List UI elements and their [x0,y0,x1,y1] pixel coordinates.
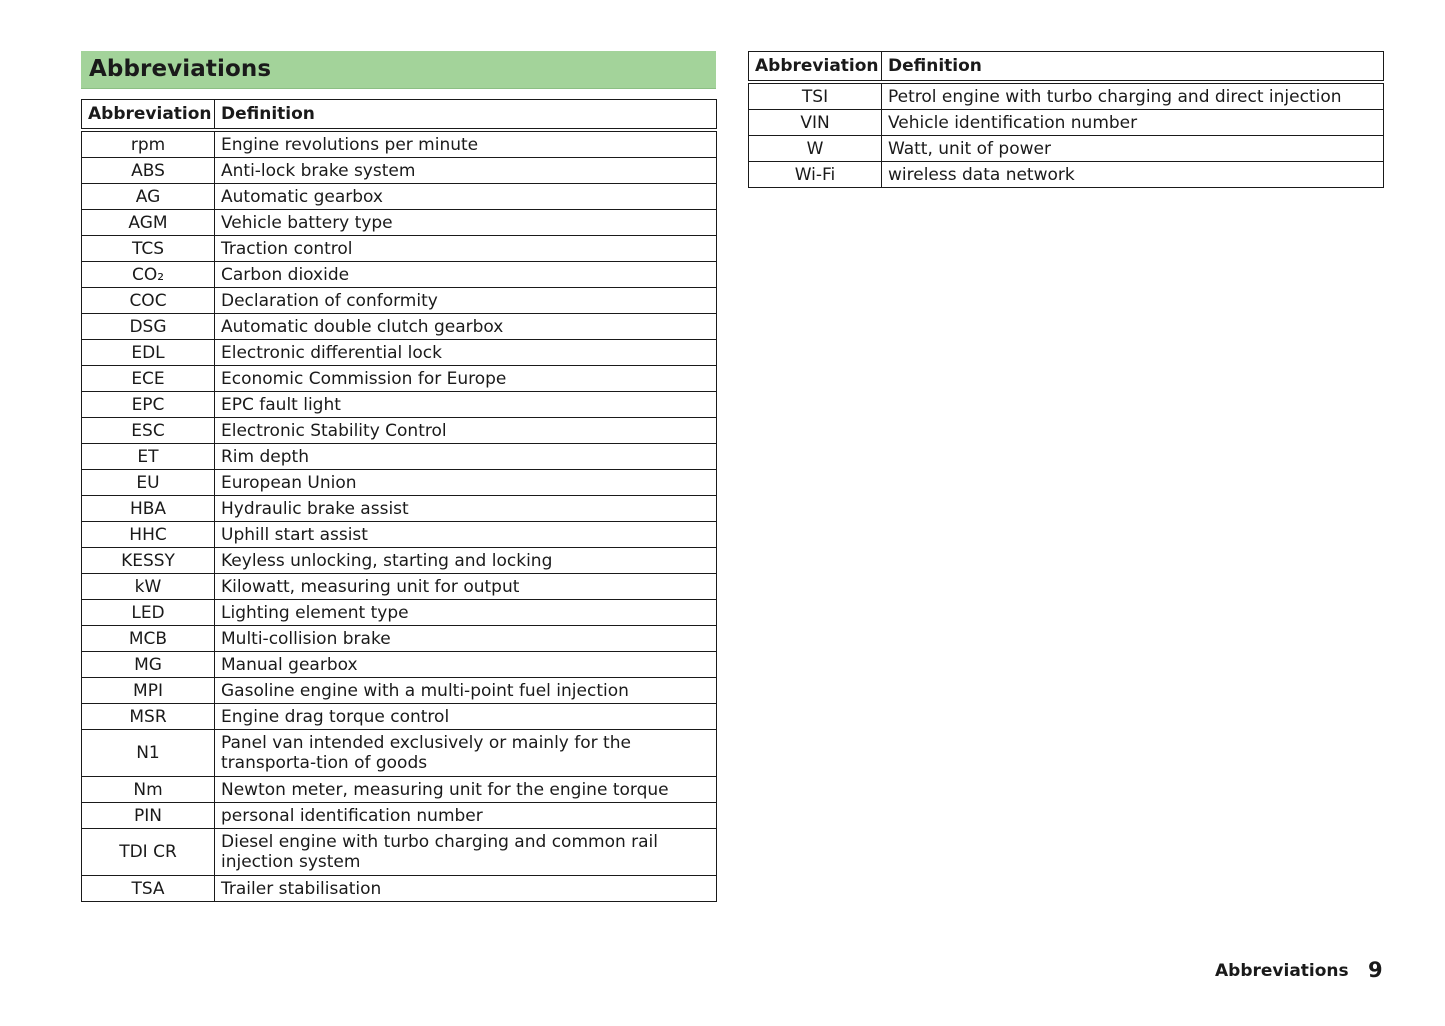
table-row [82,496,717,522]
definition-cell: Vehicle identification number [882,110,1384,136]
table-row [82,803,717,829]
table-body-right [749,82,1384,188]
abbreviation-cell: MG [82,652,215,678]
abbreviation-cell: EU [82,470,215,496]
table-row [82,626,717,652]
section-title: Abbreviations [89,56,272,82]
definition-cell: Panel van intended exclusively or mainly for the transporta-tion of goods [215,730,717,777]
abbreviation-cell: MCB [82,626,215,652]
definition-cell: Rim depth [215,444,717,470]
table-row [82,777,717,803]
definition-cell: Declaration of conformity [215,288,717,314]
abbreviation-cell: ECE [82,366,215,392]
table-row [82,130,717,158]
abbreviation-cell: N1 [82,730,215,777]
footer-section-label: Abbreviations [1215,961,1349,981]
table-row [82,678,717,704]
table-row [82,730,717,777]
abbreviation-cell: TDI CR [82,829,215,876]
table-row [82,158,717,184]
abbreviation-cell: ET [82,444,215,470]
definition-cell: Engine drag torque control [215,704,717,730]
abbreviation-cell: EDL [82,340,215,366]
abbreviation-cell: ABS [82,158,215,184]
table-row [82,444,717,470]
definition-cell: Automatic double clutch gearbox [215,314,717,340]
table-row [749,136,1384,162]
definition-cell: Automatic gearbox [215,184,717,210]
table-row [82,876,717,902]
definition-cell: personal identification number [215,803,717,829]
table-row [82,418,717,444]
abbreviation-cell: rpm [82,130,215,158]
abbreviations-table-left [81,99,717,902]
abbreviation-cell: ESC [82,418,215,444]
table-row [82,704,717,730]
definition-cell: Vehicle battery type [215,210,717,236]
abbreviation-cell: TSI [749,82,882,110]
table-row [82,314,717,340]
table-row [749,162,1384,188]
abbreviation-column-header: Abbreviation [82,100,215,131]
abbreviation-cell: HBA [82,496,215,522]
definition-column-header: Definition [215,100,717,131]
definition-cell: Traction control [215,236,717,262]
abbreviation-cell: EPC [82,392,215,418]
table-row [82,652,717,678]
abbreviation-cell: MPI [82,678,215,704]
table-row [82,574,717,600]
abbreviation-cell: VIN [749,110,882,136]
table-row [749,110,1384,136]
definition-cell: Kilowatt, measuring unit for output [215,574,717,600]
definition-cell: Manual gearbox [215,652,717,678]
table-row [82,470,717,496]
abbreviation-cell: TCS [82,236,215,262]
abbreviation-cell: PIN [82,803,215,829]
definition-cell: Carbon dioxide [215,262,717,288]
table-header-row [749,52,1384,83]
abbreviation-cell: DSG [82,314,215,340]
definition-cell: Electronic differential lock [215,340,717,366]
table-row [82,340,717,366]
definition-cell: Uphill start assist [215,522,717,548]
table-row [82,210,717,236]
definition-cell: wireless data network [882,162,1384,188]
table-row [82,262,717,288]
definition-cell: Newton meter, measuring unit for the engine torque [215,777,717,803]
abbreviation-cell: KESSY [82,548,215,574]
abbreviation-cell: W [749,136,882,162]
definition-cell: Gasoline engine with a multi-point fuel injection [215,678,717,704]
abbreviation-cell: TSA [82,876,215,902]
table-row [82,366,717,392]
section-header [81,51,716,89]
table-row [749,82,1384,110]
definition-cell: Lighting element type [215,600,717,626]
definition-cell: Keyless unlocking, starting and locking [215,548,717,574]
abbreviation-cell: AGM [82,210,215,236]
table-row [82,522,717,548]
abbreviation-cell: CO₂ [82,262,215,288]
abbreviation-cell: HHC [82,522,215,548]
abbreviation-cell: kW [82,574,215,600]
abbreviation-column-header: Abbreviation [749,52,882,83]
definition-cell: Trailer stabilisation [215,876,717,902]
definition-cell: Watt, unit of power [882,136,1384,162]
definition-cell: Economic Commission for Europe [215,366,717,392]
table-row [82,548,717,574]
definition-cell: Hydraulic brake assist [215,496,717,522]
table-row [82,288,717,314]
page-number: 9 [1368,958,1383,982]
definition-cell: Petrol engine with turbo charging and direct injection [882,82,1384,110]
table-row [82,829,717,876]
abbreviations-table-right [748,51,1384,188]
table-header-row [82,100,717,131]
definition-cell: Anti-lock brake system [215,158,717,184]
abbreviation-cell: LED [82,600,215,626]
table-row [82,392,717,418]
definition-cell: Engine revolutions per minute [215,130,717,158]
definition-cell: Multi-collision brake [215,626,717,652]
abbreviation-cell: Wi-Fi [749,162,882,188]
definition-cell: European Union [215,470,717,496]
abbreviation-cell: COC [82,288,215,314]
table-row [82,600,717,626]
abbreviation-cell: Nm [82,777,215,803]
definition-cell: Electronic Stability Control [215,418,717,444]
table-row [82,236,717,262]
table-row [82,184,717,210]
definition-cell: Diesel engine with turbo charging and common rail injection system [215,829,717,876]
definition-cell: EPC fault light [215,392,717,418]
abbreviation-cell: MSR [82,704,215,730]
definition-column-header: Definition [882,52,1384,83]
abbreviation-cell: AG [82,184,215,210]
table-body-left [82,130,717,902]
